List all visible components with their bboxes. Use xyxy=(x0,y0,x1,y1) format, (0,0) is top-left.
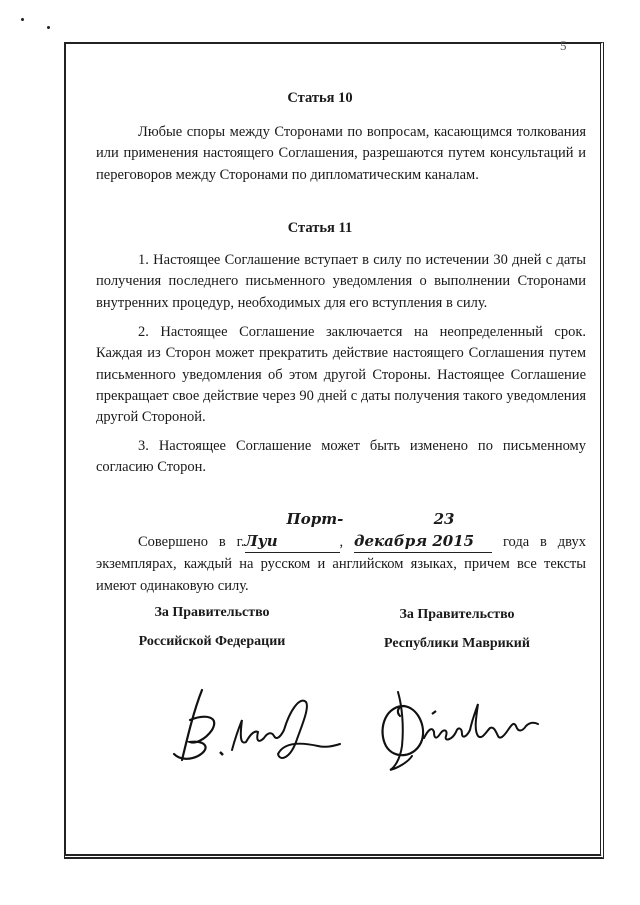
left-signatory-line-1: За Правительство xyxy=(154,605,270,620)
right-signature xyxy=(372,686,562,776)
closing-paragraph: Совершено в г.Порт-Луи , 23 декабря 2015 года в двух экземплярах, каждый на русском и английском языках, причем все тексты имеют одинаковую силу. xyxy=(96,510,587,594)
right-signatory-line-2: Республики Маврикий xyxy=(384,636,530,651)
page-number: 5 xyxy=(560,38,567,53)
article-11-paragraph-1: 1. Настоящее Соглашение вступает в силу по истечении 30 дней с даты получения последнего письменного уведомления о выполнении Сторонами внутренних процедур, необходимых для его вступления в силу. xyxy=(96,252,586,311)
closing-suffix: года в двух экземплярах, каждый на русском и английском языках, причем все тексты имеют одинаковую силу. xyxy=(96,534,587,594)
article-10-heading: Статья 10 xyxy=(287,90,353,106)
article-10-text: Любые споры между Сторонами по вопросам, касающимся толкования или применения настоящего Соглашения, разрешаются путем консультаций и переговоров между Сторонами по дипломатическим каналам. xyxy=(96,124,586,183)
handwritten-date: 23 декабря 2015 xyxy=(354,508,492,553)
scan-speck xyxy=(21,18,24,21)
article-11-paragraph-3: 3. Настоящее Соглашение может быть изменено по письменному согласию Сторон. xyxy=(96,438,586,476)
left-signatory-block xyxy=(92,598,332,656)
article-11-paragraph-2: 2. Настоящее Соглашение заключается на неопределенный срок. Каждая из Сторон может прекратить действие настоящего Соглашения путем письменного уведомления об этом другой Стороны. Настоящее Соглашение прекращает свое действие через 90 дней с даты получения такого уведомления другой Стороной. xyxy=(96,324,586,426)
left-signatory-line-2: Российской Федерации xyxy=(138,634,286,649)
right-signatory-line-1: За Правительство xyxy=(399,607,515,622)
right-signatory-block xyxy=(337,600,577,658)
left-signature xyxy=(150,680,350,770)
scan-speck xyxy=(47,26,50,29)
closing-prefix: Совершено в г. xyxy=(138,534,245,550)
article-11-heading: Статья 11 xyxy=(287,220,353,236)
handwritten-city: Порт-Луи xyxy=(245,508,340,553)
